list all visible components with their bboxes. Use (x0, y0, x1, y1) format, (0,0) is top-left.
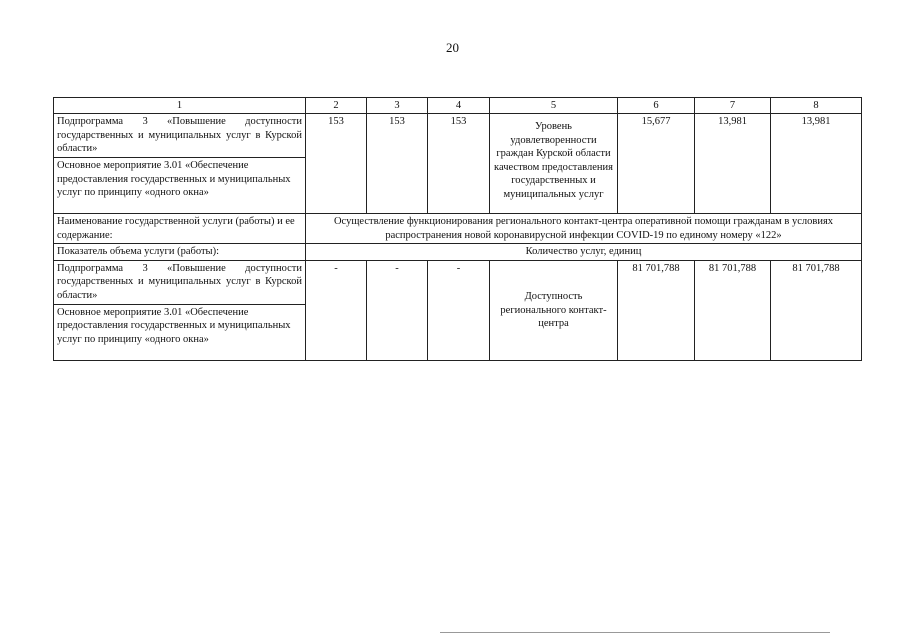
volume-label-cell: Показатель объема услуги (работы): (54, 244, 306, 260)
header-cell: 3 (367, 98, 428, 114)
subprogram-cell: Подпрограмма 3 «Повышение доступности государственных и муниципальных услуг в Курской области» (54, 114, 306, 158)
table-row (54, 244, 862, 260)
header-cell: 2 (306, 98, 367, 114)
value-cell: 153 (367, 114, 428, 214)
table-row (54, 114, 862, 158)
document-table (53, 97, 862, 361)
value-cell: 13,981 (771, 114, 862, 214)
header-cell: 6 (618, 98, 695, 114)
subprogram-cell: Подпрограмма 3 «Повышение доступности государственных и муниципальных услуг в Курской области» (54, 260, 306, 304)
header-cell: 8 (771, 98, 862, 114)
table-row (54, 260, 862, 304)
value-cell: - (428, 260, 490, 360)
header-row (54, 98, 862, 114)
header-cell: 4 (428, 98, 490, 114)
value-cell: 81 701,788 (695, 260, 771, 360)
value-cell: - (306, 260, 367, 360)
value-cell: 153 (428, 114, 490, 214)
service-value-cell: Осуществление функционирования регионального контакт-центра оперативной помощи гражданам в условиях распространения новой коронавирусной инфекции COVID-19 по единому номеру «122» (306, 214, 862, 244)
header-cell: 7 (695, 98, 771, 114)
value-cell: 13,981 (695, 114, 771, 214)
table-row (54, 214, 862, 244)
header-cell: 5 (490, 98, 618, 114)
measure-cell: Основное мероприятие 3.01 «Обеспечение предоставления государственных и муниципальных услуг по принципу «одного окна» (54, 304, 306, 360)
header-cell: 1 (54, 98, 306, 114)
indicator-cell: Доступность регионального контакт-центра (490, 260, 618, 360)
indicator-cell: Уровень удовлетворенности граждан Курской области качеством предоставления государственных и муниципальных услуг (490, 114, 618, 214)
scan-edge-line (440, 632, 830, 634)
value-cell: 81 701,788 (771, 260, 862, 360)
measure-cell: Основное мероприятие 3.01 «Обеспечение предоставления государственных и муниципальных услуг по принципу «одного окна» (54, 158, 306, 214)
page-number: 20 (446, 40, 459, 55)
service-label-cell: Наименование государственной услуги (работы) и ее содержание: (54, 214, 306, 244)
value-cell: 153 (306, 114, 367, 214)
value-cell: 15,677 (618, 114, 695, 214)
value-cell: - (367, 260, 428, 360)
volume-value-cell: Количество услуг, единиц (306, 244, 862, 260)
value-cell: 81 701,788 (618, 260, 695, 360)
